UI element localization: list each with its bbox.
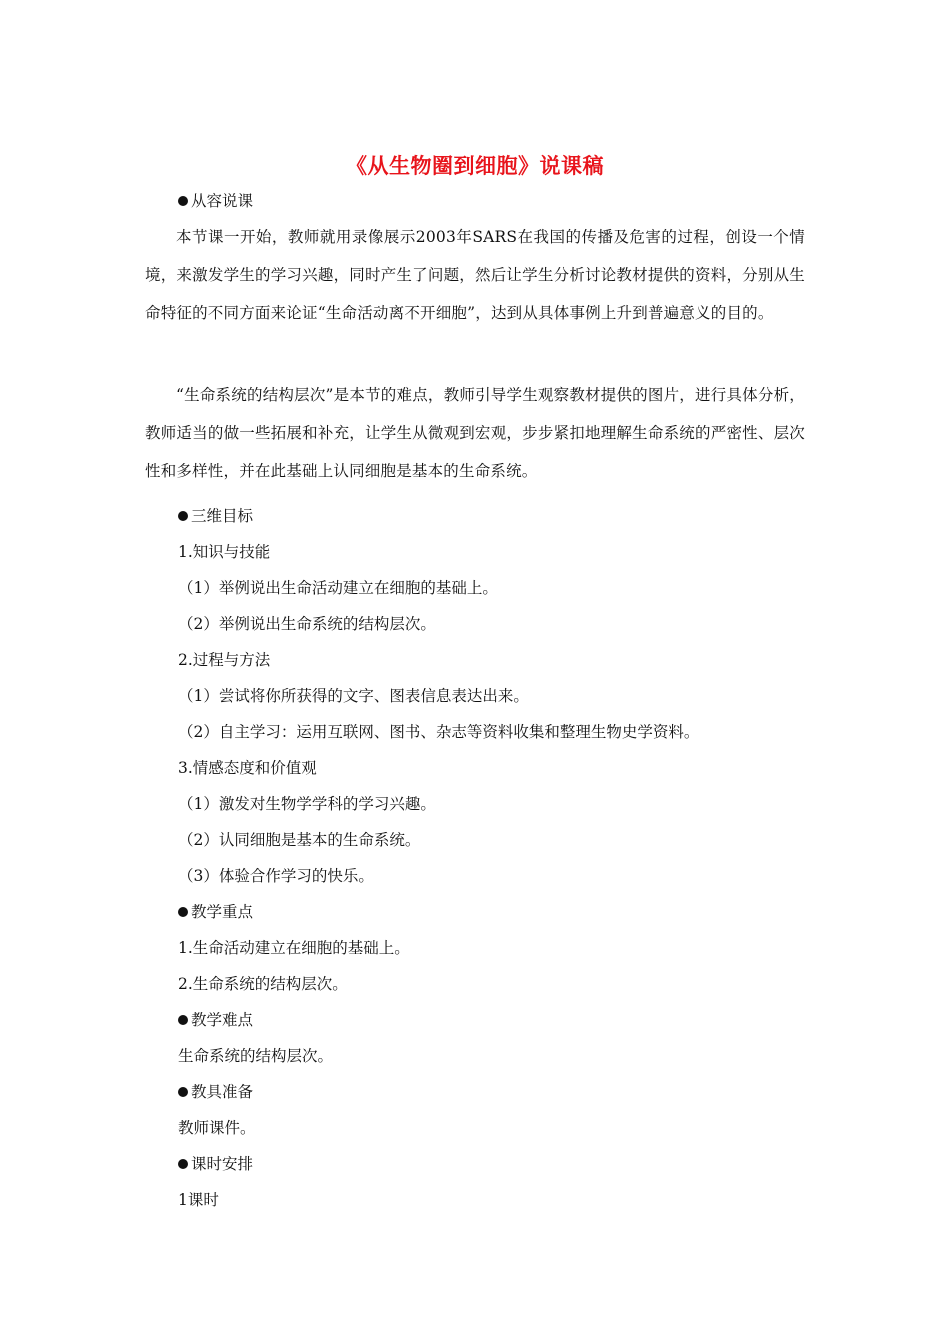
bullet-icon [178, 196, 188, 206]
objective-attitude-1: （1）激发对生物学学科的学习兴趣。 [178, 795, 436, 813]
bullet-icon [178, 1015, 188, 1025]
objective-attitude-3: （3）体验合作学习的快乐。 [178, 867, 374, 885]
objective-process-1: （1）尝试将你所获得的文字、图表信息表达出来。 [178, 687, 529, 705]
section-heading-courseware: 从容说课 [178, 191, 253, 211]
key-point-2: 2.生命系统的结构层次。 [178, 975, 348, 993]
paragraph-difficulty: “生命系统的结构层次”是本节的难点，教师引导学生观察教材提供的图片，进行具体分析，教师适当的做一些拓展和补充，让学生从微观到宏观，步步紧扣地理解生命系统的严密性、层次性和多样性，并在此基础上认同细胞是基本的生命系统。 [145, 386, 805, 480]
paragraph-intro: 本节课一开始，教师就用录像展示2003年SARS在我国的传播及危害的过程，创设一个情境，来激发学生的学习兴趣，同时产生了问题，然后让学生分析讨论教材提供的资料，分别从生命特征的不同方面来论证“生命活动离不开细胞”，达到从具体事例上升到普遍意义的目的。 [145, 228, 805, 322]
bullet-icon [178, 1159, 188, 1169]
section-heading-schedule: 课时安排 [178, 1154, 253, 1174]
section-heading-difficulties: 教学难点 [178, 1010, 253, 1030]
bullet-icon [178, 907, 188, 917]
section-heading-materials: 教具准备 [178, 1082, 253, 1102]
bullet-icon [178, 511, 188, 521]
materials-text: 教师课件。 [178, 1119, 256, 1137]
objective-process: 2.过程与方法 [178, 651, 271, 669]
difficulty-text: 生命系统的结构层次。 [178, 1047, 334, 1065]
objective-knowledge-1: （1）举例说出生命活动建立在细胞的基础上。 [178, 579, 498, 597]
schedule-text: 1课时 [178, 1191, 219, 1209]
section-heading-key-points: 教学重点 [178, 902, 253, 922]
bullet-icon [178, 1087, 188, 1097]
objective-attitude: 3.情感态度和价值观 [178, 759, 317, 777]
key-point-1: 1.生命活动建立在细胞的基础上。 [178, 939, 410, 957]
section-heading-objectives: 三维目标 [178, 506, 253, 526]
document-title: 《从生物圈到细胞》说课稿 [346, 154, 604, 178]
objective-process-2: （2）自主学习：运用互联网、图书、杂志等资料收集和整理生物史学资料。 [178, 723, 700, 741]
objective-knowledge: 1.知识与技能 [178, 543, 271, 561]
objective-attitude-2: （2）认同细胞是基本的生命系统。 [178, 831, 421, 849]
objective-knowledge-2: （2）举例说出生命系统的结构层次。 [178, 615, 436, 633]
